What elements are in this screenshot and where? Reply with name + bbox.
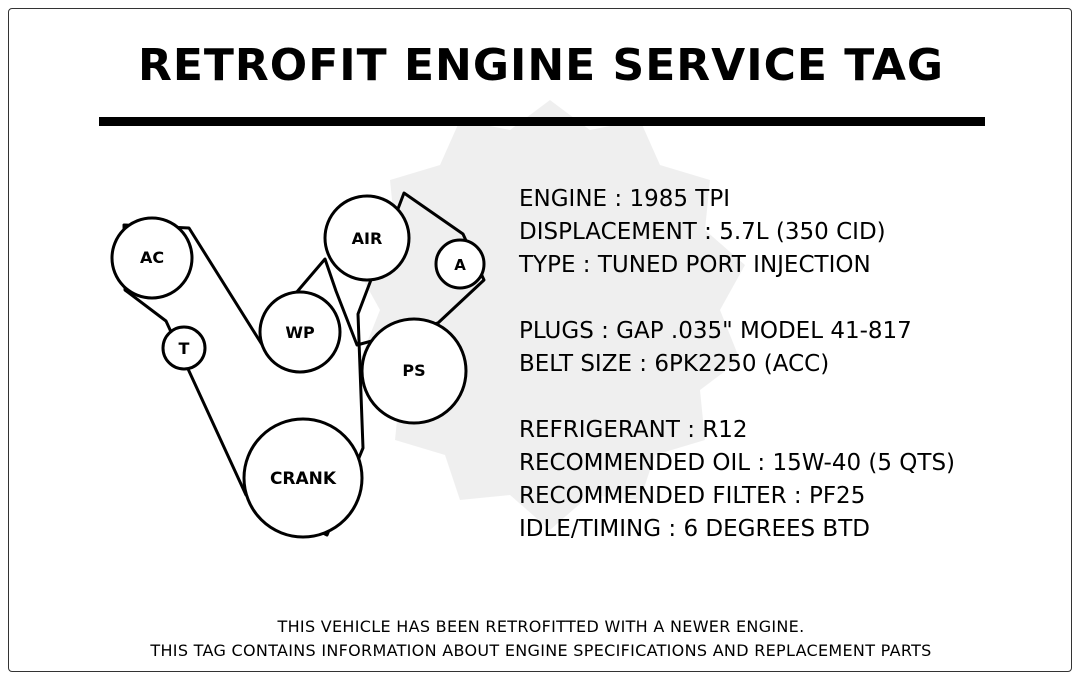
spec-belt-size: BELT SIZE : 6PK2250 (ACC)	[519, 351, 830, 377]
spec-idle-timing: IDLE/TIMING : 6 DEGREES BTD	[519, 516, 870, 542]
spec-filter: RECOMMENDED FILTER : PF25	[519, 483, 866, 509]
pulley-label-t: T	[178, 339, 190, 358]
spec-displacement: DISPLACEMENT : 5.7L (350 CID)	[519, 219, 886, 245]
spec-group-service	[519, 414, 955, 546]
pulley-label-wp: WP	[285, 323, 315, 342]
spec-type: TYPE : TUNED PORT INJECTION	[519, 252, 871, 278]
pulley-label-a: A	[454, 256, 466, 274]
spec-oil: RECOMMENDED OIL : 15W-40 (5 QTS)	[519, 450, 956, 476]
footer-notice	[0, 615, 1082, 663]
footer-line-2: THIS TAG CONTAINS INFORMATION ABOUT ENGINE SPECIFICATIONS AND REPLACEMENT PARTS	[150, 641, 932, 660]
engine-specs	[519, 183, 955, 579]
spec-engine: ENGINE : 1985 TPI	[519, 186, 730, 212]
spec-plugs: PLUGS : GAP .035" MODEL 41-817	[519, 318, 912, 344]
spec-group-engine	[519, 183, 955, 282]
spec-refrigerant: REFRIGERANT : R12	[519, 417, 748, 443]
pulley-label-ps: PS	[402, 361, 426, 380]
pulley-label-crank: CRANK	[269, 469, 337, 489]
spec-group-parts	[519, 315, 955, 381]
pulley-label-ac: AC	[139, 248, 165, 267]
footer-line-1: THIS VEHICLE HAS BEEN RETROFITTED WITH A NEWER ENGINE.	[277, 617, 805, 636]
page-title: RETROFIT ENGINE SERVICE TAG	[137, 40, 945, 91]
pulley-label-air: AIR	[351, 229, 383, 248]
